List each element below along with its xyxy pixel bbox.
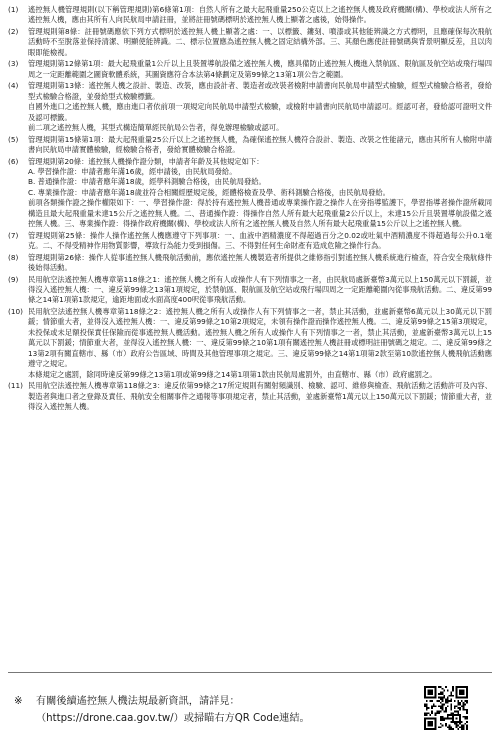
clause-body <box>28 253 492 274</box>
clause-item <box>8 59 492 80</box>
divider <box>8 672 492 673</box>
clause-paragraph: 本條規定之處罰，除同時違反第99條之13第1項或第99條之14第1項第1款由民航局處罰外，由直轄市、縣（市）政府處罰之。 <box>28 369 437 379</box>
clause-number: (5) <box>8 134 19 144</box>
clause-item <box>8 253 492 274</box>
clause-paragraph: 前項各類操作證之操作權限如下：一、學習操作證：得於持有遙控無人機普通或專業操作證之操作人在旁指導監護下，學習指導者操作證所載同構造且最大起飛重量未達15公斤之遙控無人機。二、普通操作證：得操作自然人所有最大起飛重量2公斤以上，未達15公斤且裝置導航設備之遙控無人機。三、專業操作證：得操作政府機關(構)、學校或法人所有之遙控無人機及自然人所有最大起飛重量15公斤以上之遙控無人機。 <box>28 198 492 229</box>
clause-paragraph: 管理規則第15條第1項：最大起飛重量25公斤以上之遙控無人機，為確保遙控無人機符合設計、製造、改裝之性能諸元，應由其所有人檢附申請書向民航局申請實體檢驗，經檢驗合格者，發給實體檢驗合格證。 <box>28 134 492 155</box>
clause-body <box>28 157 492 230</box>
clause-body <box>28 381 492 412</box>
clause-number: (9) <box>8 274 19 284</box>
clause-paragraph: 管理規則第26條：操作人從事遙控無人機飛航活動前，應依遙控無人機製造者所提供之維修指引對遙控無人機系統進行檢查，符合安全飛航條件後始得活動。 <box>28 252 492 273</box>
clause-item <box>8 81 492 133</box>
clause-body <box>28 231 492 252</box>
clause-item <box>8 5 492 26</box>
clause-number: (4) <box>8 81 19 91</box>
clause-body <box>28 81 492 133</box>
clause-list <box>8 5 492 412</box>
clause-paragraph: 前二項之遙控無人機，其型式構造簡單經民航局公告者，得免辦理檢驗或認可。 <box>28 123 284 133</box>
clause-paragraph: 管理規則第20條：遙控無人機操作證分類，申請者年齡及其他規定如下： <box>28 156 264 166</box>
clause-paragraph: 遙控無人機管理規則(以下稱管理規則)第6條第1項：自然人所有之最大起飛重量250公克以上之遙控無人機及政府機關(構)、學校或法人所有之遙控無人機，應由其所有人向民航局申請註冊，並將註冊號碼標明於遙控無人機上顯著之處後，始得操作。 <box>28 5 492 25</box>
clause-item <box>8 381 492 412</box>
clause-paragraph: 管理規則第8條：註冊號碼應依下列方式標明於遙控無人機上顯著之處：一、以標籤、鏤刻、噴漆或其他能辨識之方式標明，且應確保每次飛航活動時不至脫落並保持清潔、明顯使能辨識。二、標示位置應為遙控無人機之固定結構外部。三、其顏色應使註冊號碼與背景明顯反差，且以肉眼即能檢視。 <box>28 27 492 57</box>
clause-item <box>8 231 492 252</box>
clause-paragraph: 民用航空法遙控無人機專章第118條之2：遙控無人機之所有人或操作人有下列情事之一者，禁止其活動，並處新臺幣6萬元以上30萬元以下罰鍰；情節重大者，並得沒入遙控無人機：一、違反第99條之10第2項規定，未領有操作證而操作遙控無人機。二、違反第99條之15第3項規定，未投保或未足額投保責任保險而從事遙控無人機活動。遙控無人機之所有人或操作人有下列情事之一者，禁止其活動，並處新臺幣3萬元以上15萬元以下罰鍰；情節重大者，並得沒入遙控無人機：一、違反第99條之10第1項有關遙控無人機註冊或標明註冊號碼之規定。二、違反第99條之13第2項有關直轄市、縣（市）政府公告區域、時間及其他管理事項之規定。三、違反第99條之14第1項第2款至第10款遙控無人機飛航活動應遵守之規定。 <box>28 307 492 369</box>
clause-body <box>28 5 492 26</box>
clause-paragraph: A. 學習操作證：申請者應年滿16歲，經申請後，由民航局發給。 <box>28 167 237 177</box>
note-line-2[interactable]: （https://drone.caa.gov.tw/）或掃瞄右方QR Code連結。 <box>36 713 310 724</box>
note-mark: ※ <box>14 696 23 707</box>
footer-note <box>14 693 394 727</box>
clause-paragraph: 民用航空法遙控無人機專章第118條之1：遙控無人機之所有人或操作人有下列情事之一者，由民航局處新臺幣3萬元以上150萬元以下罰鍰，並得沒入遙控無人機：一、違反第99條之13第1項規定，於禁航區、限航區及航空站或飛行場四周之一定距離範圍內從事飛航活動。二、違反第99條之14第1項第1款規定，逾距地面或水面高度400呎從事飛航活動。 <box>28 274 492 305</box>
clause-item <box>8 307 492 380</box>
clause-paragraph: C. 專業操作證：申請者應年滿18歲並符合相關經歷規定後，經體格檢查及學、術科測驗合格後，由民航局發給。 <box>28 187 390 197</box>
clause-paragraph: 自國外進口之遙控無人機，應由進口者依前項一項規定向民航局申請型式檢驗，或檢附申請書向民航局申請認可。經認可者，發給認可證明文件及認可標籤。 <box>28 102 492 122</box>
clause-item <box>8 135 492 156</box>
clause-number: (7) <box>8 230 19 240</box>
clause-number: (2) <box>8 27 19 36</box>
clause-number: (8) <box>8 252 19 262</box>
clause-number: (6) <box>8 156 19 166</box>
note-line-1: 有關後續遙控無人機法規最新資訊，請詳見： <box>36 696 240 707</box>
clause-number: (1) <box>8 5 19 14</box>
clause-item <box>8 275 492 306</box>
clause-number: (3) <box>8 59 19 69</box>
clause-body <box>28 275 492 306</box>
qr-code-icon[interactable] <box>424 686 468 730</box>
clause-body <box>28 307 492 380</box>
clause-body <box>28 135 492 156</box>
clause-item <box>8 157 492 230</box>
clause-paragraph: 管理規則第25條：操作人操作遙控無人機應遵守下列事項：一、血液中酒精濃度不得超過百分之0.02或吐氣中酒精濃度不得超過每公升0.1毫克。二、不得受精神作用物質影響，導致行為能力受到損傷。三、不得對任何生命財產有造成危險之操作行為。 <box>28 230 492 251</box>
clause-number: (10) <box>8 307 23 317</box>
clause-paragraph: 管理規則第12條第1項：最大起飛重量1公斤以上且裝置導航設備之遙控無人機，應具備防止遙控無人機進入禁航區、限航區及航空站或飛行場四周之一定距離範圍之圖資軟體系統，其圖資應符合本法第4條劃定及第99條之13第1項公告之範圍。 <box>28 59 492 79</box>
clause-paragraph: B. 普通操作證：申請者應年滿18歲，經學科測驗合格後，由民航局發給。 <box>28 177 266 187</box>
clause-paragraph: 民用航空法遙控無人機專章第118條之3：違反依第99條之17所定規則有關射頻識別、檢驗、認可、維修與檢查、飛航活動之活動許可及內容、製造者與進口者之登錄及責任、飛航安全相關事件之通報等事項規定者，禁止其活動，並處新臺幣1萬元以上150萬元以下罰鍰；情節重大者，並得沒入遙控無人機。 <box>28 381 492 411</box>
clause-body <box>28 59 492 80</box>
clause-item <box>8 27 492 58</box>
clause-body <box>28 27 492 58</box>
clause-number: (11) <box>8 381 23 391</box>
clause-paragraph: 管理規則第13條：遙控無人機之設計、製造、改裝，應由設計者、製造者或改裝者檢附申請書向民航局申請型式檢驗，經型式檢驗合格者，發給型式檢驗合格證，並發給型式檢驗標籤。 <box>28 81 492 101</box>
